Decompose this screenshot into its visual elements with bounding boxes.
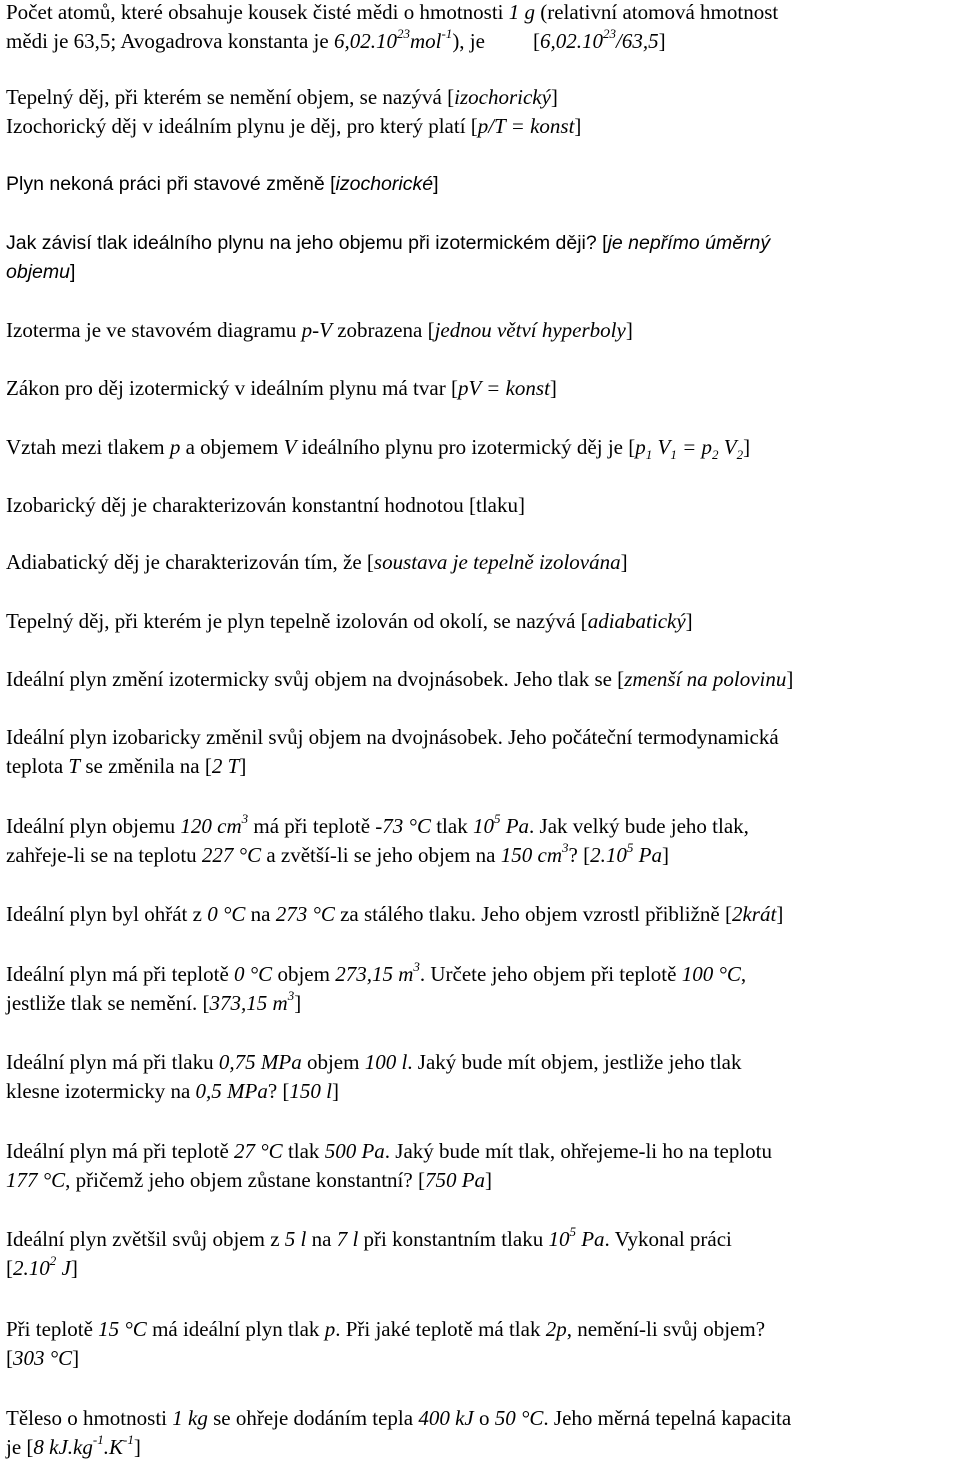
question-8 (6, 433, 956, 462)
question-text: a objemem (180, 435, 284, 459)
question-2 (6, 83, 956, 112)
mass-value: 1 g (508, 0, 535, 24)
pressure-value: 500 Pa (324, 1139, 385, 1163)
exponent: 3 (287, 988, 295, 1004)
answer-text: .K (103, 1435, 123, 1459)
bracket: ] (776, 902, 784, 926)
bracket: ] (620, 550, 628, 574)
question-text: Těleso o hmotnosti (6, 1406, 173, 1430)
question-text: tlak (282, 1139, 325, 1163)
question-text: . Jak velký bude jeho tlak, (529, 814, 749, 838)
answer-text: soustava je tepelně izolována (373, 550, 621, 574)
exponent: -1 (441, 26, 453, 42)
question-text: na (306, 1227, 337, 1251)
symbol: p (324, 1317, 336, 1341)
question-text: na (245, 902, 276, 926)
question-text: Vztah mezi tlakem (6, 435, 170, 459)
question-text: Ideální plyn změní izotermicky svůj objem na dvojnásobek. Jeho tlak se [ (6, 667, 625, 691)
question-text: , přičemž jeho objem zůstane konstantní? [ (65, 1168, 425, 1192)
question-text: ? [ (267, 1079, 290, 1103)
subscript: 2 (736, 447, 744, 463)
bracket: ] (743, 435, 751, 459)
question-text: se ohřeje dodáním tepla (207, 1406, 419, 1430)
answer-text: jednou větví hyperboly (434, 318, 626, 342)
question-text: Ideální plyn má při teplotě (6, 1139, 235, 1163)
question-text: Izoterma je ve stavovém diagramu (6, 318, 302, 342)
question-text: objem (301, 1050, 365, 1074)
question-15 (6, 900, 956, 929)
answer-text: zmenší na polovinu (624, 667, 787, 691)
question-text: Jak závisí tlak ideálního plynu na jeho objemu při izotermickém ději? [ (6, 232, 608, 254)
answer-text: 2.10 (590, 843, 627, 867)
question-13 (6, 723, 956, 781)
question-text: . Určete jeho objem při teplotě (419, 962, 682, 986)
temperature-value: 177 °C (6, 1168, 66, 1192)
question-text: . Jeho měrná tepelná kapacita (543, 1406, 792, 1430)
symbol: p (701, 435, 713, 459)
volume-value: 273,15 m (335, 962, 414, 986)
bracket: ] (550, 85, 558, 109)
bracket: ] (294, 991, 302, 1015)
temperature-value: 0 °C (234, 962, 273, 986)
volume-value: 5 l (284, 1227, 307, 1251)
temperature-value: 100 °C (681, 962, 741, 986)
question-11 (6, 607, 956, 636)
question-text: Ideální plyn objemu (6, 814, 181, 838)
bracket: ] (549, 376, 557, 400)
question-text: Tepelný děj, při kterém je plyn tepelně izolován od okolí, se nazývá [ (6, 609, 588, 633)
volume-value: 150 cm (500, 843, 563, 867)
bracket: ] (332, 1079, 340, 1103)
question-text: Ideální plyn má při teplotě (6, 962, 235, 986)
question-text: Adiabatický děj je charakterizován tím, že [ (6, 550, 374, 574)
question-text: zobrazena [ (331, 318, 435, 342)
question-text: o (473, 1406, 495, 1430)
question-text: klesne izotermicky na (6, 1079, 196, 1103)
temperature-value: 15 °C (98, 1317, 147, 1341)
answer-text: /63,5 (615, 29, 659, 53)
answer-text: 303 °C (13, 1346, 73, 1370)
subscript: 2 (712, 447, 719, 463)
question-text: mědi je 63,5; Avogadrova konstanta je (6, 29, 334, 53)
question-text: . Jaký bude mít tlak, ohřejeme-li ho na teplotu (384, 1139, 773, 1163)
question-text: teplota (6, 754, 69, 778)
bracket: ] (433, 173, 439, 195)
symbol: 2p (545, 1317, 567, 1341)
mass-value: 1 kg (172, 1406, 208, 1430)
question-20 (6, 1315, 956, 1373)
bracket: ] (658, 29, 666, 53)
temperature-value: -73 °C (375, 814, 431, 838)
temperature-value: 0 °C (207, 902, 246, 926)
avogadro-value: 6,02.10 (333, 29, 397, 53)
answer-text: 2.10 (13, 1256, 50, 1280)
diagram-label: p-V (301, 318, 332, 342)
question-12 (6, 665, 956, 694)
question-9 (6, 491, 956, 520)
answer-text: objemu (6, 261, 70, 283)
question-14 (6, 812, 956, 870)
symbol: T (68, 754, 81, 778)
answer-text: 2 T (211, 754, 240, 778)
question-3 (6, 112, 956, 141)
pressure-value: 0,75 MPa (218, 1050, 302, 1074)
bracket: ] (685, 609, 693, 633)
subscript: 1 (670, 447, 677, 463)
bracket: ] (485, 1168, 493, 1192)
bracket: ] (661, 843, 669, 867)
bracket: [ (6, 1346, 13, 1370)
question-16 (6, 960, 956, 1018)
exponent: -1 (92, 1432, 104, 1448)
subscript: 1 (645, 447, 653, 463)
question-text: , (740, 962, 747, 986)
answer-text: 8 kJ.kg (33, 1435, 93, 1459)
exponent: 3 (413, 959, 420, 975)
unit: Pa (633, 843, 662, 867)
question-text: Ideální plyn byl ohřát z (6, 902, 208, 926)
question-text: při konstantním tlaku (358, 1227, 549, 1251)
exponent: 23 (396, 26, 410, 42)
question-text: Ideální plyn zvětšil svůj objem z (6, 1227, 285, 1251)
pressure-value: 10 (548, 1227, 570, 1251)
question-text: . Při jaké teplotě má tlak (335, 1317, 546, 1341)
question-text: Ideální plyn má při tlaku (6, 1050, 219, 1074)
exponent: 3 (562, 840, 569, 856)
question-text: Izochorický děj v ideálním plynu je děj, pro který platí [ (6, 114, 478, 138)
question-text: Izobarický děj je charakterizován konstantní hodnotou [tlaku] (6, 493, 525, 517)
question-5 (6, 229, 956, 287)
question-text: tlak (430, 814, 473, 838)
question-21 (6, 1404, 956, 1462)
volume-value: 120 cm (180, 814, 242, 838)
bracket: ] (72, 1346, 80, 1370)
bracket: ] (133, 1435, 141, 1459)
question-text: za stálého tlaku. Jeho objem vzrostl přibližně [ (334, 902, 732, 926)
exponent: 2 (49, 1253, 57, 1269)
question-text: Plyn nekoná práci při stavové změně [ (6, 173, 336, 195)
question-10 (6, 548, 956, 577)
question-text: a zvětší-li se jeho objem na (261, 843, 501, 867)
question-text: ? [ (568, 843, 591, 867)
question-text: Při teplotě (6, 1317, 99, 1341)
question-text: ideálního plynu pro izotermický děj je [ (296, 435, 636, 459)
question-text: ), je (452, 29, 485, 53)
question-text: se změnila na [ (80, 754, 212, 778)
bracket: [ (6, 1256, 13, 1280)
answer-text: izochorické (335, 173, 434, 195)
question-18 (6, 1137, 956, 1195)
question-text: jestliže tlak se nemění. [ (6, 991, 210, 1015)
answer-text: 150 l (289, 1079, 333, 1103)
answer-text: 6,02.10 (539, 29, 603, 53)
unit: J (56, 1256, 71, 1280)
answer-text: je nepřímo úměrný (607, 232, 771, 254)
bracket: ] (574, 114, 582, 138)
answer-text: izochorický (454, 85, 551, 109)
bracket: [ (532, 29, 540, 53)
question-6 (6, 316, 956, 345)
answer-text: 2krát (731, 902, 777, 926)
bracket: ] (69, 261, 76, 283)
symbol: V (723, 435, 737, 459)
question-text: objem (272, 962, 336, 986)
temperature-value: 227 °C (201, 843, 262, 867)
pressure-value: 0,5 MPa (195, 1079, 268, 1103)
answer-text: adiabatický (587, 609, 686, 633)
bracket: ] (70, 1256, 78, 1280)
question-text: má ideální plyn tlak (146, 1317, 325, 1341)
question-text: (relativní atomová hmotnost (535, 0, 779, 24)
question-17 (6, 1048, 956, 1106)
answer-text: 373,15 m (209, 991, 288, 1015)
question-text: Tepelný děj, při kterém se nemění objem, se nazývá [ (6, 85, 455, 109)
symbol: V (283, 435, 297, 459)
bracket: ] (786, 667, 794, 691)
exponent: 5 (569, 1224, 576, 1240)
question-text: je [ (6, 1435, 34, 1459)
question-text: Ideální plyn izobaricky změnil svůj objem na dvojnásobek. Jeho počáteční termodynamická (6, 725, 779, 749)
symbol: V (657, 435, 671, 459)
unit: Pa (500, 814, 530, 838)
question-text: . Jaký bude mít objem, jestliže jeho tlak (407, 1050, 742, 1074)
equals: = (676, 435, 702, 459)
exponent: 5 (626, 840, 634, 856)
answer-text: p/T = konst (477, 114, 575, 138)
pressure-value: 10 (472, 814, 494, 838)
exponent: -1 (122, 1432, 134, 1448)
heat-value: 400 kJ (418, 1406, 474, 1430)
temperature-value: 27 °C (234, 1139, 283, 1163)
question-1 (6, 0, 956, 56)
symbol: p (635, 435, 646, 459)
volume-value: 100 l (364, 1050, 408, 1074)
bracket: ] (239, 754, 247, 778)
symbol: p (169, 435, 181, 459)
question-text: Počet atomů, které obsahuje kousek čisté mědi o hmotnosti (6, 0, 509, 24)
question-19 (6, 1225, 956, 1283)
question-text: zahřeje-li se na teplotu (6, 843, 202, 867)
question-text: Zákon pro děj izotermický v ideálním plynu má tvar [ (6, 376, 458, 400)
unit: mol (409, 29, 442, 53)
exponent: 3 (241, 811, 249, 827)
answer-text: 750 Pa (424, 1168, 486, 1192)
temperature-value: 273 °C (275, 902, 335, 926)
question-7 (6, 374, 956, 403)
answer-text: pV = konst (457, 376, 550, 400)
question-4 (6, 170, 956, 199)
volume-value: 7 l (336, 1227, 359, 1251)
unit: Pa (575, 1227, 605, 1251)
question-text: . Vykonal práci (604, 1227, 732, 1251)
exponent: 23 (602, 26, 616, 42)
temperature-value: 50 °C (494, 1406, 544, 1430)
question-text: má při teplotě (248, 814, 376, 838)
exponent: 5 (493, 811, 501, 827)
question-text: , nemění-li svůj objem? (566, 1317, 766, 1341)
bracket: ] (625, 318, 633, 342)
